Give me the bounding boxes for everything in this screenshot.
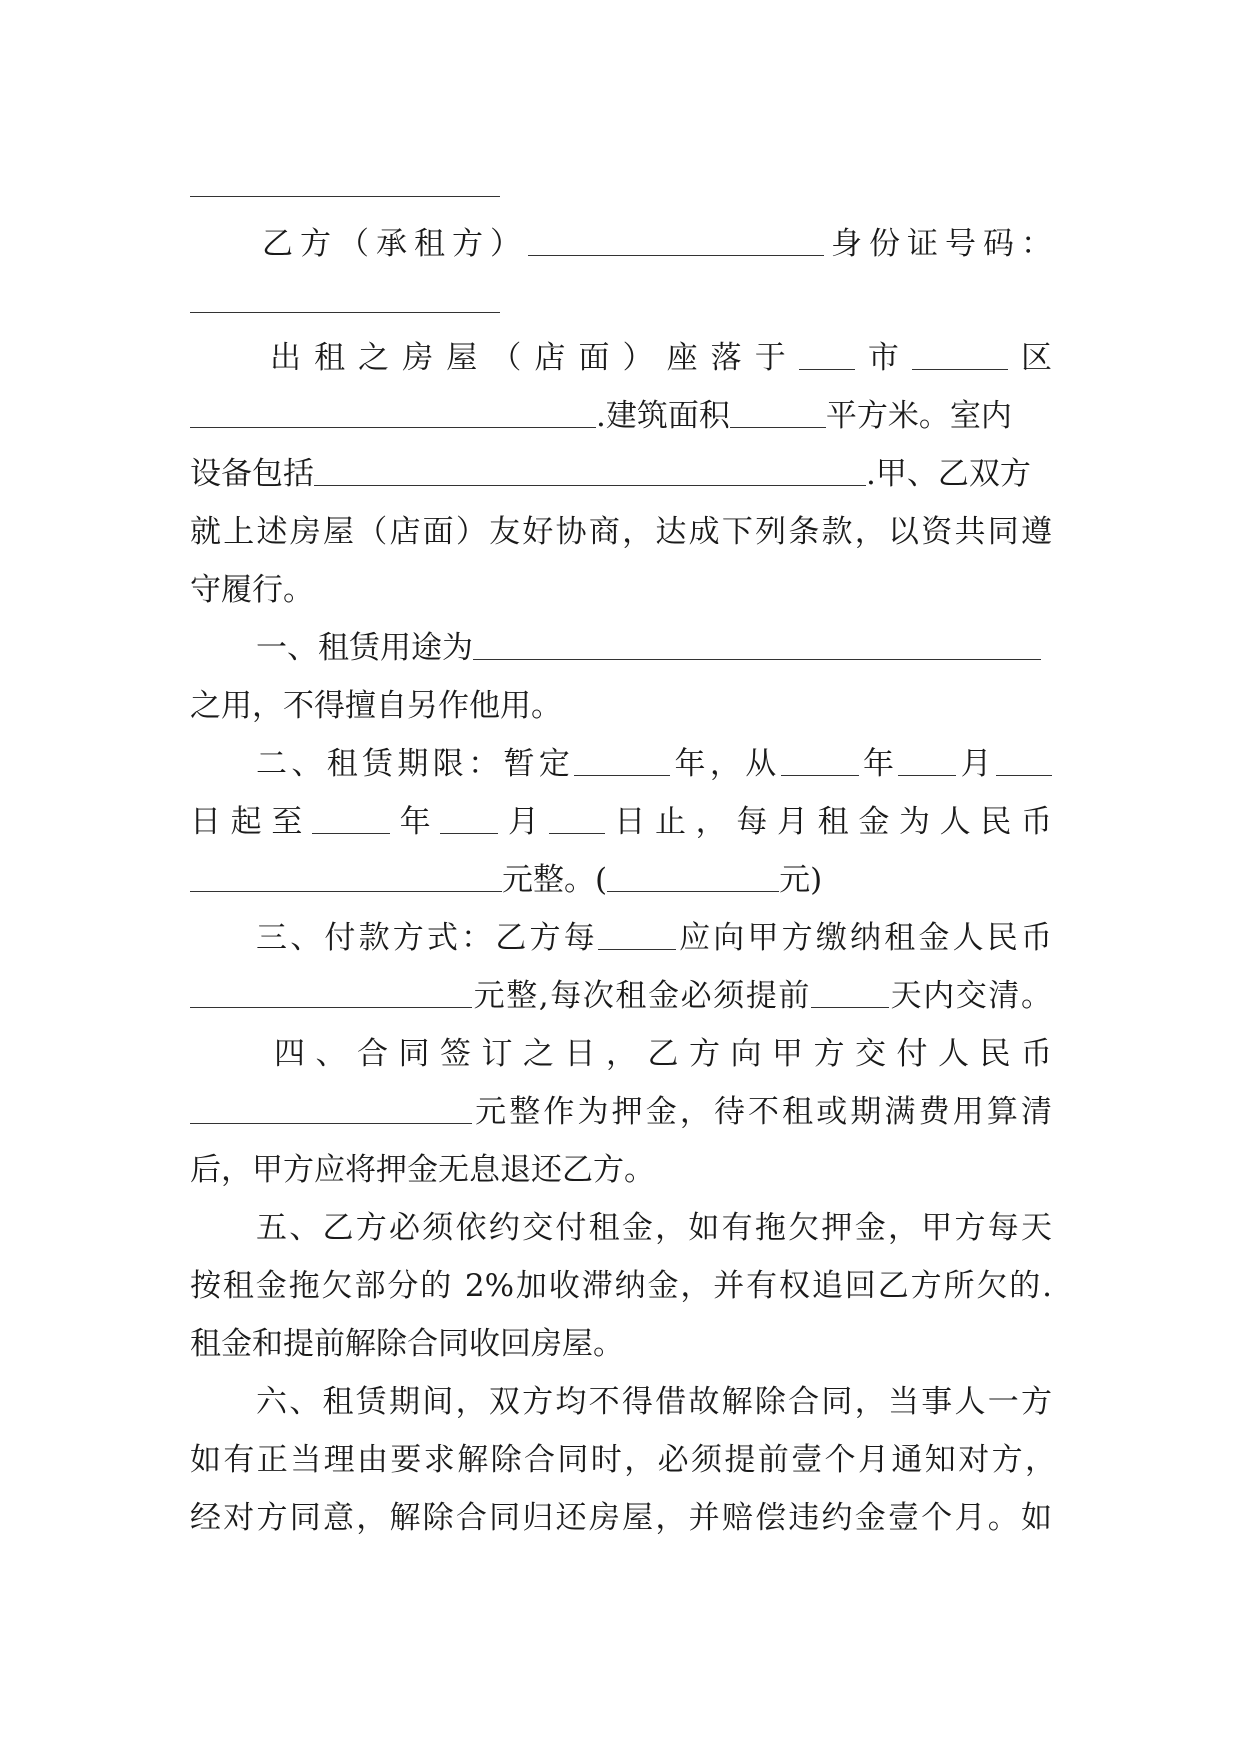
- text-segment: 元整作为押金，待不租或期满费用算清: [472, 1094, 1052, 1130]
- blank-field: [190, 861, 502, 892]
- text-segment: 年: [390, 804, 441, 840]
- text-segment: 平方米。室内: [825, 398, 1012, 434]
- text-segment: 二、租赁期限：暂定: [256, 746, 575, 782]
- text-segment: 区: [1007, 340, 1053, 376]
- text-segment: 乙方（承租方）: [262, 226, 528, 262]
- clause-5-line: 五、乙方必须依约交付租金，如有拖欠押金，甲方每天: [256, 1210, 1052, 1246]
- clause-1-line: [256, 628, 1052, 668]
- blank-field: [440, 803, 498, 834]
- blank-field: [574, 745, 670, 776]
- text-segment: 日止，每月租金为人民币: [604, 804, 1053, 840]
- blank-field: [799, 339, 855, 370]
- paragraph-line: 之用，不得擅自另作他用。: [190, 688, 562, 724]
- text-segment: 身份证号码：: [824, 226, 1052, 262]
- blank-field: [996, 745, 1052, 776]
- text-segment: .甲、乙双方: [866, 456, 1031, 492]
- blank-field: [781, 745, 859, 776]
- party-b-line: [262, 224, 1052, 264]
- paragraph-line: 租金和提前解除合同收回房屋。: [190, 1326, 624, 1362]
- blank-field: [190, 1093, 472, 1124]
- text-segment: 月: [498, 804, 549, 840]
- text-segment: 出租之房屋（店面）座落于: [270, 340, 799, 376]
- text-segment: 三、付款方式：乙方每: [256, 920, 598, 956]
- blank-field: [598, 919, 676, 950]
- payment-line: [190, 976, 1052, 1016]
- text-segment: 市: [854, 340, 912, 376]
- paragraph-line: 就上述房屋（店面）友好协商，达成下列条款，以资共同遵: [190, 514, 1052, 550]
- term-end-line: [190, 802, 1052, 842]
- clause-3-line: [256, 918, 1052, 958]
- text-segment: 天内交清。: [889, 978, 1052, 1014]
- blank-field: [473, 629, 1041, 660]
- text-segment: 年: [858, 746, 899, 782]
- paragraph-line: 守履行。: [190, 572, 314, 608]
- blank-field: [528, 225, 824, 256]
- blank-field: [607, 861, 779, 892]
- text-segment: 一、租赁用途为: [256, 630, 473, 666]
- clause-4-line: 四、合同签订之日，乙方向甲方交付人民币: [274, 1036, 1052, 1072]
- text-segment: 应向甲方缴纳租金人民币: [675, 920, 1053, 956]
- clause-2-line: [256, 744, 1052, 784]
- rent-amount-line: [190, 860, 1052, 900]
- premises-line: [270, 338, 1052, 378]
- clause-6-line: 六、租赁期间，双方均不得借故解除合同，当事人一方: [256, 1384, 1052, 1420]
- blank-field: [314, 455, 866, 486]
- text-segment: 年，从: [670, 746, 781, 782]
- text-segment: 月: [956, 746, 997, 782]
- blank-line: [190, 196, 500, 197]
- blank-field: [312, 803, 390, 834]
- blank-field: [912, 339, 1008, 370]
- paragraph-line: 如有正当理由要求解除合同时，必须提前壹个月通知对方，: [190, 1442, 1056, 1478]
- blank-field: [811, 977, 889, 1008]
- paragraph-line: 按租金拖欠部分的 2%加收滞纳金，并有权追回乙方所欠的.: [190, 1268, 1052, 1304]
- text-segment: 元): [779, 862, 823, 898]
- text-segment: 元整,每次租金必须提前: [472, 978, 812, 1014]
- blank-field: [549, 803, 605, 834]
- blank-field: [898, 745, 956, 776]
- deposit-line: [190, 1092, 1052, 1132]
- paragraph-line: 后，甲方应将押金无息退还乙方。: [190, 1152, 655, 1188]
- area-line: [190, 396, 1052, 436]
- equipment-line: [190, 454, 1052, 494]
- text-segment: 日起至: [190, 804, 312, 840]
- paragraph-line: 经对方同意，解除合同归还房屋，并赔偿违约金壹个月。如: [190, 1500, 1052, 1536]
- blank-line: [190, 312, 500, 313]
- text-segment: 元整。(: [502, 862, 608, 898]
- blank-field: [190, 977, 472, 1008]
- text-segment: 设备包括: [190, 456, 314, 492]
- blank-field: [190, 397, 596, 428]
- text-segment: .建筑面积: [596, 398, 730, 434]
- blank-field: [730, 397, 826, 428]
